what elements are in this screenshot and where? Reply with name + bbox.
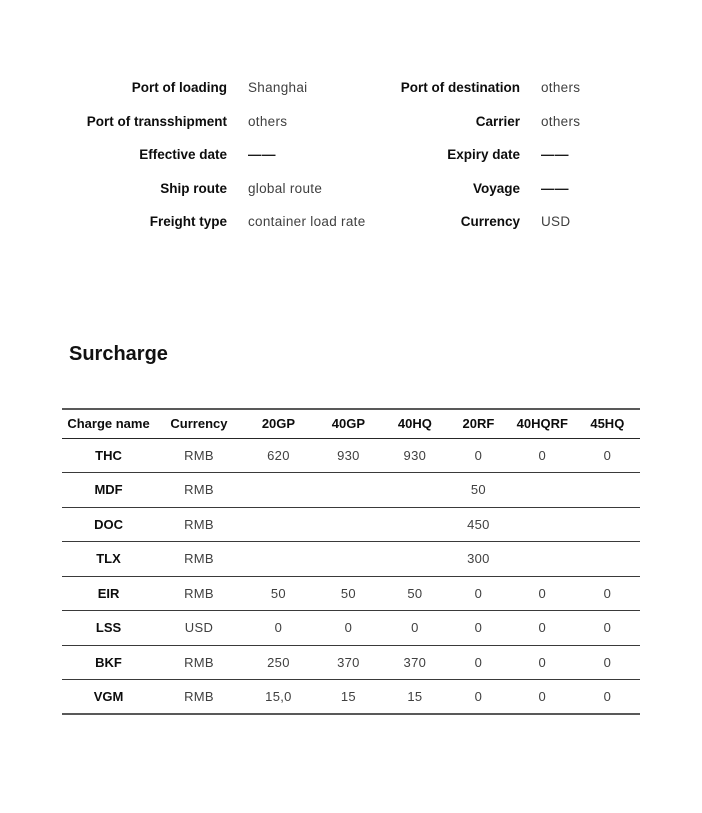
value-cell: 0: [603, 654, 612, 670]
field-value: container load rate: [248, 214, 366, 230]
column-header: Currency: [155, 409, 243, 438]
value-cell: 50: [270, 585, 286, 601]
value-cell: 250: [267, 654, 290, 670]
value-cell: 0: [538, 689, 547, 704]
value-cell: [243, 542, 314, 577]
surcharge-table: [62, 408, 640, 715]
field-value: ——: [541, 180, 569, 196]
value-cell: 930: [403, 447, 427, 463]
value-cell: 0: [474, 447, 483, 463]
currency-cell: RMB: [184, 585, 214, 601]
header-fields: [0, 71, 702, 239]
value-cell: [510, 507, 575, 542]
value-cell: 0: [474, 585, 483, 601]
value-cell: [575, 473, 640, 508]
currency-cell: RMB: [184, 482, 214, 498]
field-label: Expiry date: [447, 147, 520, 163]
value-cell: 15: [340, 689, 356, 704]
field-value: global route: [248, 180, 323, 196]
column-header: 40GP: [314, 409, 383, 438]
table-row: [62, 645, 640, 680]
field-label: Currency: [460, 214, 520, 230]
header-field-row: [0, 138, 702, 172]
value-cell: 50: [470, 482, 486, 498]
field-label: Port of transshipment: [86, 113, 227, 129]
column-header: 20RF: [447, 409, 510, 438]
currency-cell: RMB: [184, 516, 214, 532]
value-cell: 0: [344, 620, 353, 636]
value-cell: [314, 473, 383, 508]
field-value: Shanghai: [248, 80, 308, 96]
value-cell: [575, 507, 640, 542]
value-cell: 50: [407, 585, 423, 601]
column-header: 45HQ: [575, 409, 640, 438]
field-label: Carrier: [475, 113, 520, 129]
value-cell: 0: [474, 654, 483, 670]
value-cell: [243, 507, 314, 542]
table-row: [62, 542, 640, 577]
field-label: Effective date: [139, 147, 227, 163]
header-field-row: [0, 205, 702, 239]
charge-name-cell: DOC: [94, 516, 123, 532]
value-cell: [383, 473, 447, 508]
value-cell: 0: [603, 689, 612, 704]
field-value: ——: [248, 147, 276, 163]
value-cell: [575, 542, 640, 577]
field-label: Port of destination: [400, 80, 520, 96]
currency-cell: RMB: [184, 551, 214, 567]
value-cell: 0: [603, 620, 612, 636]
value-cell: [510, 473, 575, 508]
charge-name-cell: BKF: [95, 654, 122, 670]
field-label: Ship route: [160, 180, 227, 196]
surcharge-table-body: [62, 438, 640, 714]
field-label: Voyage: [472, 180, 520, 196]
currency-cell: RMB: [184, 654, 214, 670]
value-cell: 50: [340, 585, 356, 601]
currency-cell: RMB: [184, 447, 214, 463]
surcharge-section-title: Surcharge: [69, 343, 168, 365]
field-value: others: [248, 113, 288, 129]
header-field-row: [0, 105, 702, 139]
charge-name-cell: EIR: [97, 585, 120, 601]
currency-cell: USD: [184, 620, 214, 636]
field-label: Port of loading: [131, 80, 227, 96]
value-cell: 0: [538, 620, 547, 636]
column-header: 40HQ: [383, 409, 447, 438]
surcharge-table-header-row: [62, 409, 640, 438]
header-field-row: [0, 71, 702, 105]
column-header: 20GP: [243, 409, 314, 438]
value-cell: 0: [474, 620, 483, 636]
column-header: 40HQRF: [510, 409, 575, 438]
value-cell: 15,0: [265, 689, 292, 704]
value-cell: 0: [538, 654, 547, 670]
value-cell: 370: [337, 654, 360, 670]
value-cell: 0: [538, 585, 547, 601]
value-cell: 0: [603, 585, 612, 601]
value-cell: 0: [274, 620, 283, 636]
value-cell: [383, 507, 447, 542]
value-cell: 300: [467, 551, 490, 567]
charge-name-cell: TLX: [96, 551, 121, 567]
table-row: [62, 507, 640, 542]
table-row: [62, 473, 640, 508]
value-cell: 370: [403, 654, 427, 670]
value-cell: 620: [267, 447, 290, 463]
charge-name-cell: THC: [95, 447, 122, 463]
value-cell: 0: [603, 447, 612, 463]
charge-name-cell: VGM: [93, 689, 124, 704]
value-cell: 930: [337, 447, 360, 463]
value-cell: 450: [467, 516, 490, 532]
field-value: others: [541, 80, 581, 96]
value-cell: 15: [407, 689, 423, 704]
header-field-row: [0, 172, 702, 206]
field-value: ——: [541, 147, 569, 163]
table-row: [62, 438, 640, 473]
table-row: [62, 680, 640, 715]
value-cell: [243, 473, 314, 508]
value-cell: [314, 542, 383, 577]
value-cell: 0: [474, 689, 483, 704]
column-header: Charge name: [62, 409, 155, 438]
value-cell: [314, 507, 383, 542]
value-cell: [510, 542, 575, 577]
value-cell: [383, 542, 447, 577]
charge-name-cell: MDF: [94, 482, 123, 498]
value-cell: 0: [411, 620, 419, 636]
table-row: [62, 576, 640, 611]
field-value: USD: [541, 214, 571, 230]
charge-name-cell: LSS: [95, 620, 122, 636]
table-row: [62, 611, 640, 646]
field-value: others: [541, 113, 581, 129]
currency-cell: RMB: [184, 689, 214, 704]
field-label: Freight type: [149, 214, 227, 230]
value-cell: 0: [538, 447, 547, 463]
